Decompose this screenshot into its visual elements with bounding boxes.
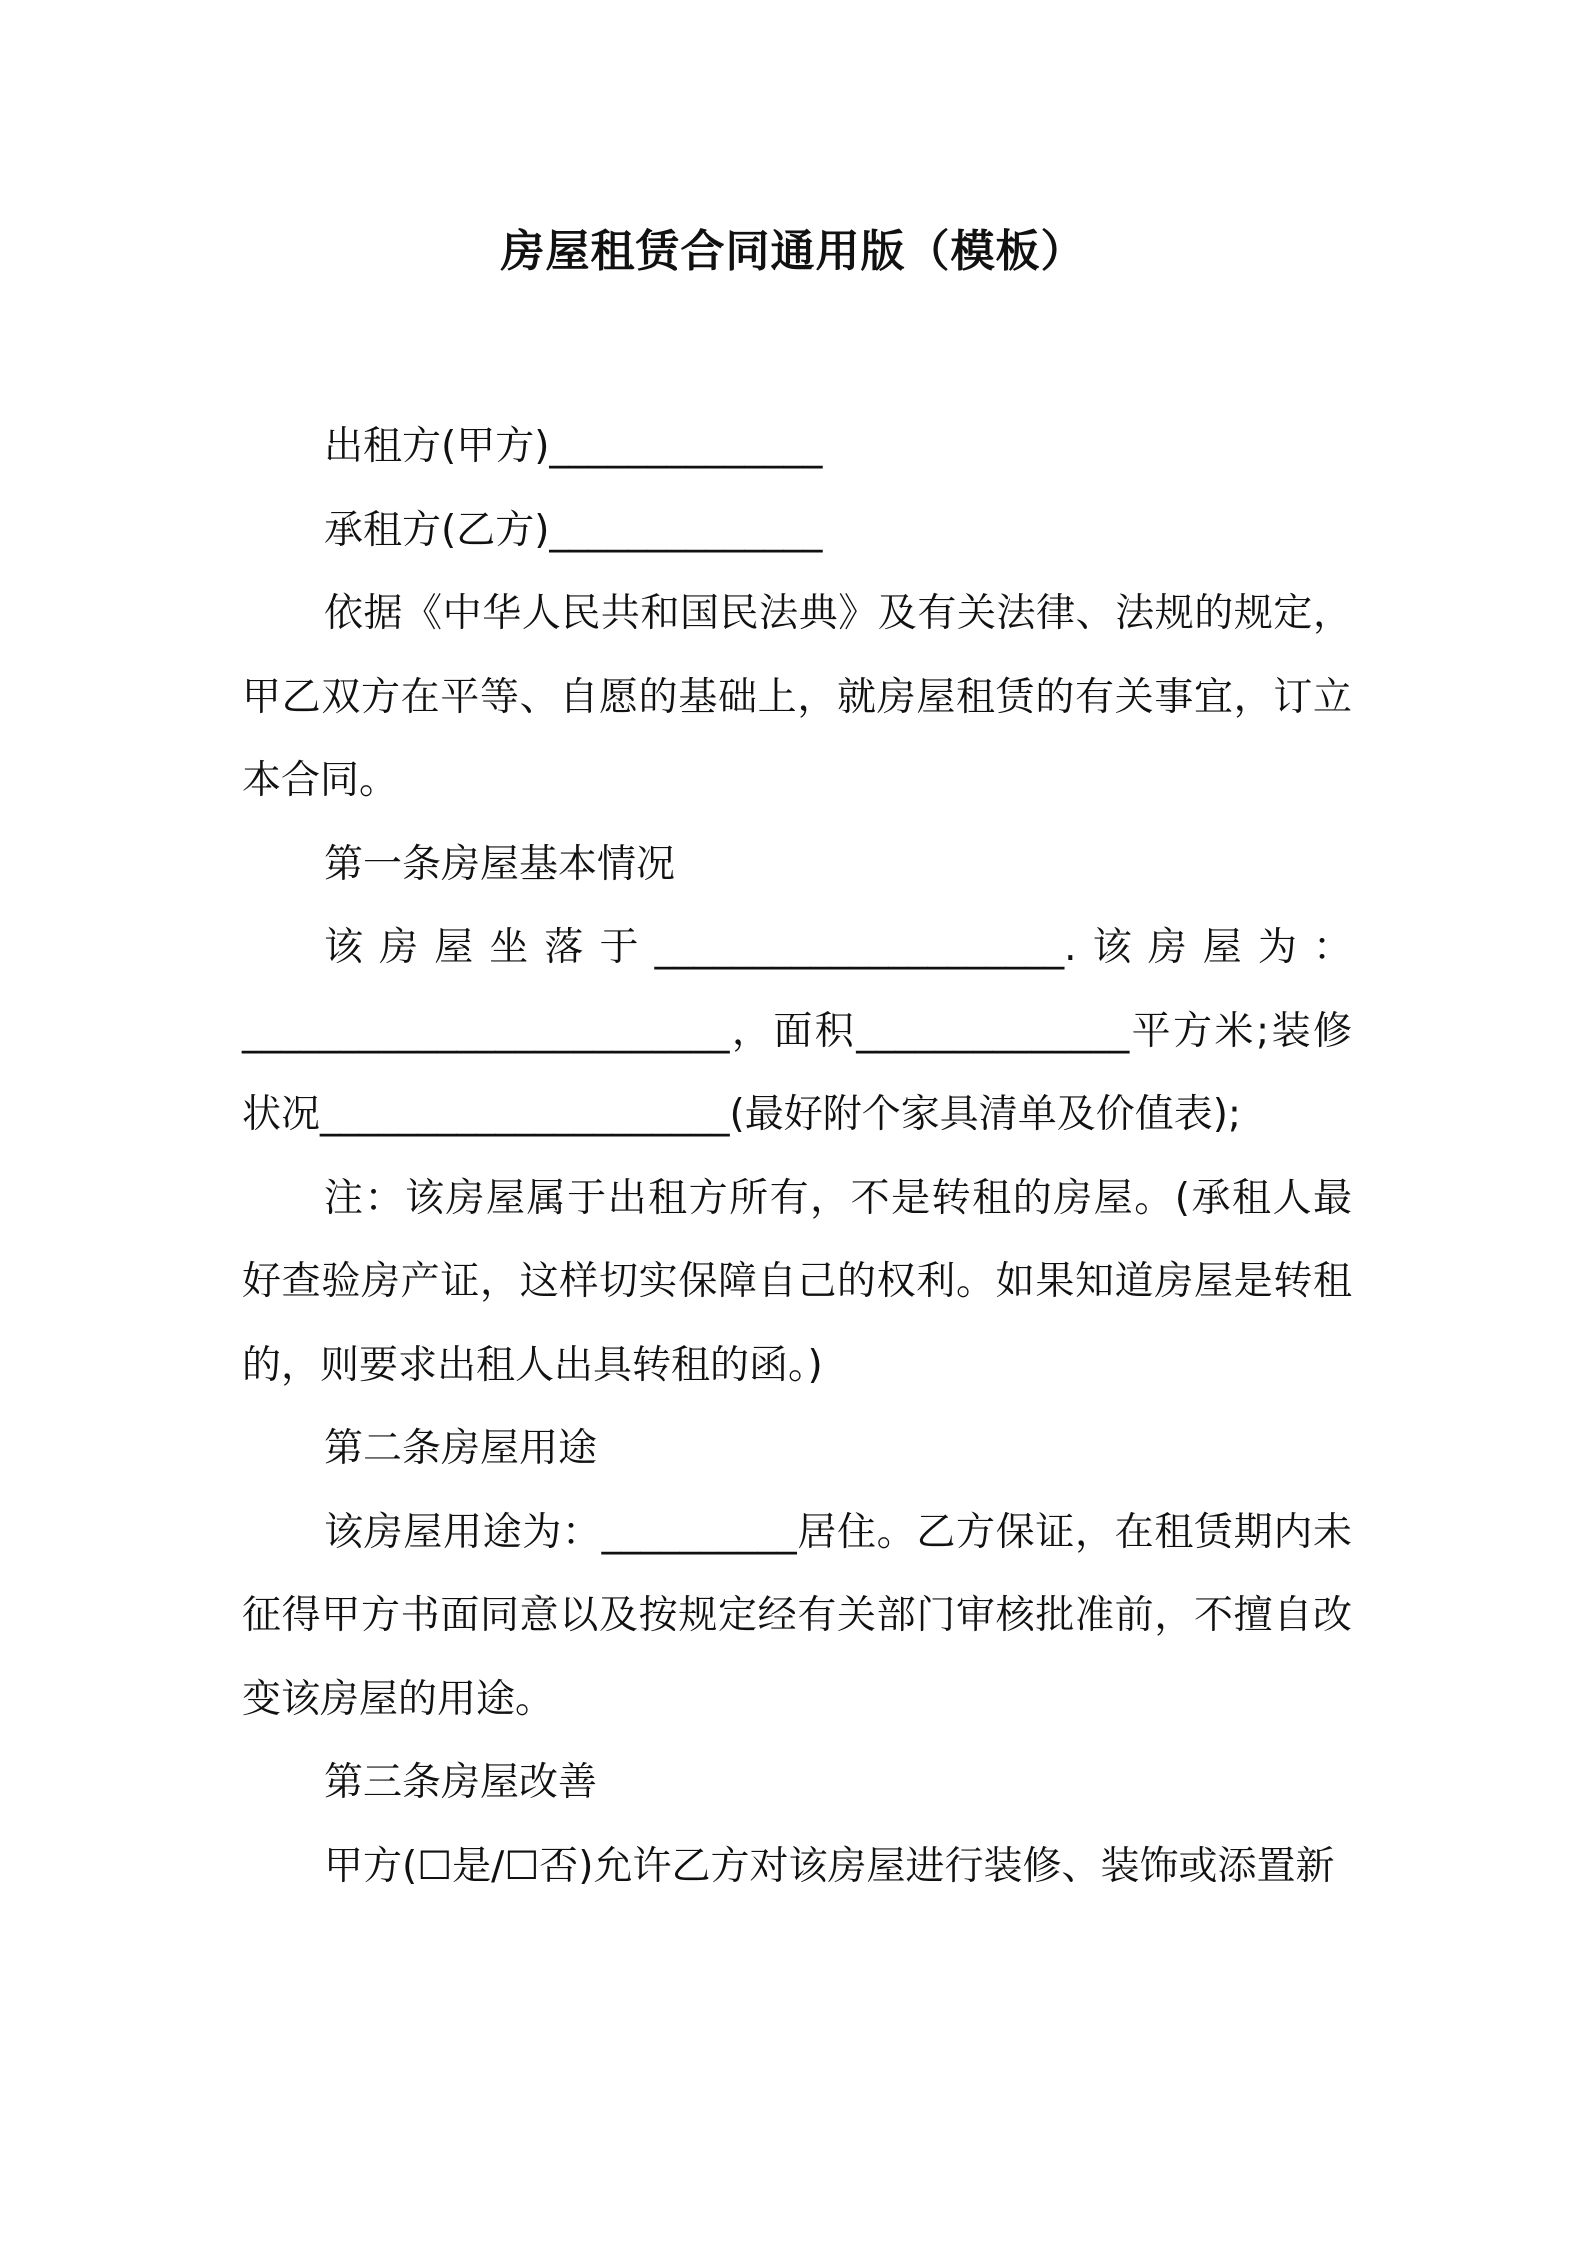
article-3-heading: 第三条房屋改善 — [324, 1760, 598, 1805]
document-title: 房屋租赁合同通用版（模板） — [500, 226, 1086, 277]
document-body — [242, 405, 1352, 1908]
lessor-line: 出租方(甲方)______________ — [324, 424, 823, 469]
lessee-line: 承租方(乙方)______________ — [324, 507, 823, 553]
article-2-paragraph: 该房屋用途为：__________居住。乙方保证，在租赁期内未征得甲方书面同意以及按规定经有关部门审核批准前，不擅自改变该房屋的用途。 — [242, 1509, 1352, 1722]
note-paragraph: 注：该房屋属于出租方所有，不是转租的房屋。(承租人最好查验房产证，这样切实保障自己的权利。如果知道房屋是转租的，则要求出租人出具转租的函。) — [242, 1175, 1352, 1388]
article-1-paragraph: 该房屋坐落于_____________________.该房屋为：_________________________，面积______________平方米;装修状况_____________________(最好附个家具清单及价值表); — [242, 925, 1352, 1137]
article-3-paragraph: 甲方(☐是/☐否)允许乙方对该房屋进行装修、装饰或添置新 — [324, 1843, 1335, 1889]
article-2-heading: 第二条房屋用途 — [324, 1426, 598, 1471]
article-1-heading: 第一条房屋基本情况 — [324, 841, 676, 887]
preamble-paragraph: 依据《中华人民共和国民法典》及有关法律、法规的规定，甲乙双方在平等、自愿的基础上，就房屋租赁的有关事宜，订立本合同。 — [242, 591, 1352, 803]
